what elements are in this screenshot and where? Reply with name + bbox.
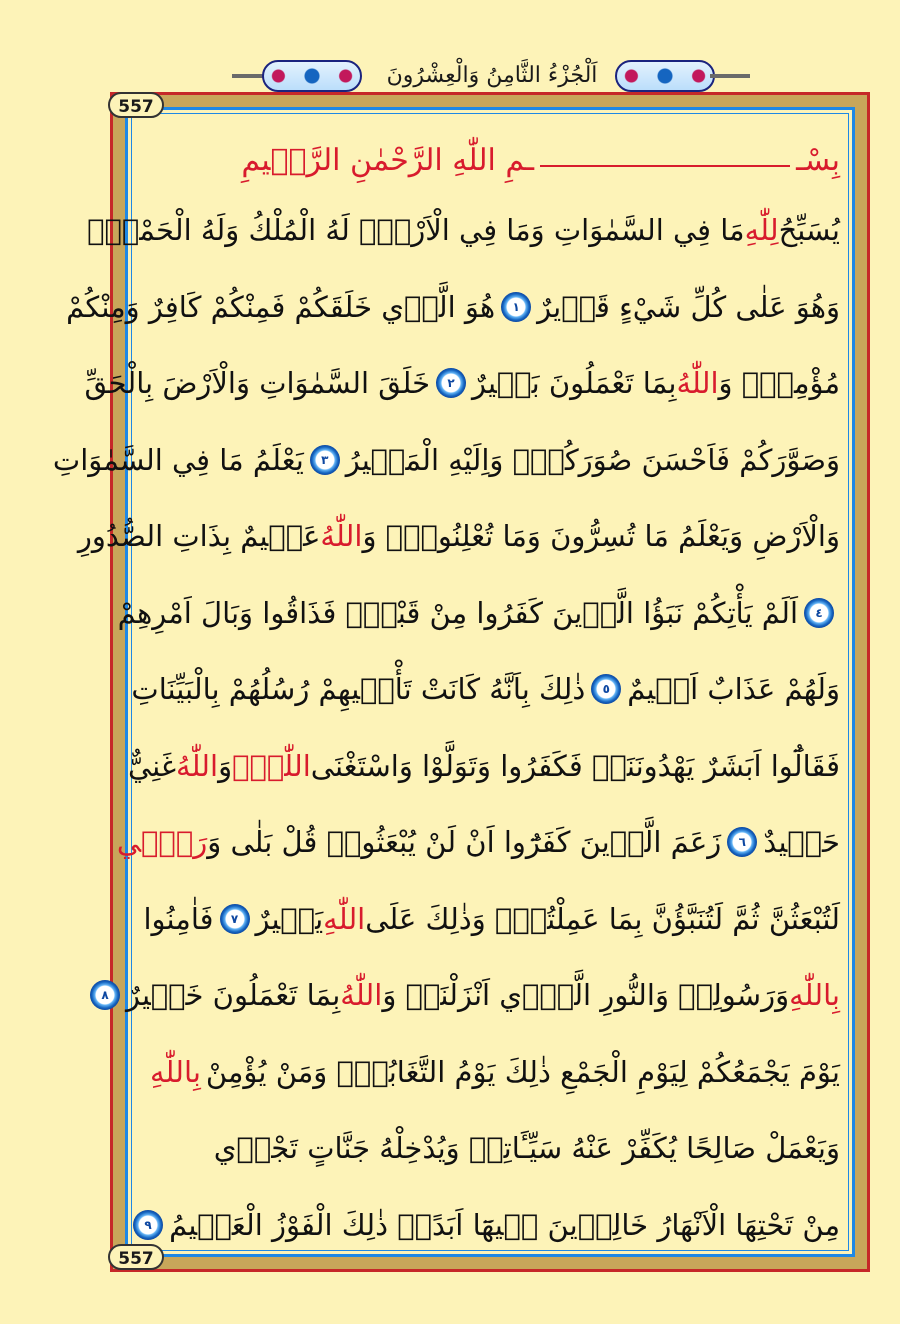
verse-text: يُسَبِّحُ: [778, 213, 840, 247]
page-number-bottom: 557: [108, 1244, 164, 1270]
verse-text: مِنْ تَحْتِهَا الْاَنْهَارُ خَالِد۪ينَ ف۪يهَٓا اَبَدًاۜ ذٰلِكَ الْفَوْزُ الْعَظ۪يمُ: [169, 1207, 840, 1242]
verse-line: [66, 271, 840, 343]
verse-text: وَرَسُولِه۪ وَالنُّورِ الَّذ۪ٓي اَنْزَلْنَاۜ وَ: [382, 978, 790, 1012]
verse-text: مُؤْمِنٌۜ وَ: [718, 366, 840, 400]
verse-text: بِمَا تَعْمَلُونَ بَص۪يرٌ: [472, 366, 677, 400]
page-number-top: 557: [108, 92, 164, 118]
juz-title: اَلْجُزْءُ الثَّامِنُ وَالْعِشْرُونَ: [386, 63, 598, 88]
ayah-number-marker: ٧: [220, 904, 250, 934]
divine-name-text: بِاللّٰهِ: [789, 978, 840, 1012]
verse-text: يَس۪يرٌ: [255, 901, 324, 936]
basmala-part-2: ـمِ اللّٰهِ الرَّحْمٰنِ الرَّح۪يمِ: [241, 142, 535, 178]
basmala-stretch: [540, 165, 790, 167]
verse-text: فَاٰمِنُوا: [143, 901, 214, 936]
verse-line: [131, 653, 840, 725]
ayah-number-marker: ٤: [804, 598, 834, 628]
verse-line: [77, 500, 840, 572]
verse-line: [150, 1112, 840, 1184]
divine-name-text: اللّٰهِ: [323, 901, 366, 936]
ayah-number-marker: ١: [501, 292, 531, 322]
verse-text: بِمَا تَعْمَلُونَ خَب۪يرٌ: [125, 978, 341, 1012]
verse-text: حَم۪يدٌ: [763, 825, 840, 859]
divine-name-text: بِاللّٰهِ: [150, 1054, 201, 1089]
verse-text: زَعَمَ الَّذ۪ينَ كَفَرُٓوا اَنْ لَنْ يُبْعَثُواۜ قُلْ بَلٰى وَ: [207, 825, 722, 859]
ayah-number-marker: ٣: [310, 445, 340, 475]
verse-text: هُوَ الَّذ۪ي خَلَقَكُمْ فَمِنْكُمْ كَافِرٌ وَمِنْكُمْ: [66, 289, 496, 324]
quran-text-area: [52, 118, 840, 1258]
header-ornament-right: [615, 60, 715, 92]
divine-name-text: رَبّ۪ي: [116, 825, 208, 859]
verse-line: [84, 347, 840, 419]
divine-name-text: لِلّٰهِ: [744, 213, 779, 247]
verse-line: [143, 883, 840, 955]
verse-text: وَ: [218, 748, 233, 783]
verse-line: [87, 194, 840, 266]
verse-text: ذٰلِكَ بِاَنَّهُ كَانَتْ تَأْت۪يهِمْ رُسُلُهُمْ بِالْبَيِّنَاتِ: [131, 672, 586, 706]
verse-text: اَلَمْ يَأْتِكُمْ نَبَؤُا الَّذ۪ينَ كَفَرُوا مِنْ قَبْلُۘ فَذَاقُوا وَبَالَ اَمْرِهِمْ: [117, 595, 798, 630]
header-rule-right: [710, 74, 750, 78]
verse-line: [101, 959, 840, 1031]
verse-line: [127, 730, 840, 802]
verse-text: خَلَقَ السَّمٰوَاتِ وَالْاَرْضَ بِالْحَقِّ: [84, 366, 431, 400]
ayah-number-marker: ٦: [727, 827, 757, 857]
verse-text: يَعْلَمُ مَا فِي السَّمٰوَاتِ: [52, 442, 304, 477]
verse-text: وَالْاَرْضِ وَيَعْلَمُ مَا تُسِرُّونَ وَمَا تُعْلِنُونَۜ وَ: [362, 519, 840, 553]
divine-name-text: اللّٰهُ: [340, 978, 383, 1012]
ayah-number-marker: ٩: [133, 1210, 163, 1240]
divine-name-text: اللّٰهُ: [676, 366, 719, 400]
ayah-number-marker: ٥: [591, 674, 621, 704]
header-ornament-left: [262, 60, 362, 92]
ayah-number-marker: ٨: [90, 980, 120, 1010]
verse-line: [144, 1189, 840, 1261]
verse-text: وَهُوَ عَلٰى كُلِّ شَيْءٍ قَد۪يرٌ: [537, 289, 840, 324]
verse-text: وَصَوَّرَكُمْ فَاَحْسَنَ صُوَرَكُمْۚ وَاِلَيْهِ الْمَص۪يرُ: [345, 442, 840, 477]
verse-line: [52, 424, 840, 496]
ayah-number-marker: ٢: [436, 368, 466, 398]
basmala-part-1: بِسْـ: [796, 142, 840, 178]
verse-line: [116, 806, 840, 878]
divine-name-text: اللّٰهُ: [320, 519, 363, 553]
verse-line: [117, 577, 840, 649]
verse-text: وَلَهُمْ عَذَابٌ اَل۪يمٌ: [627, 672, 840, 706]
divine-name-text: اللّٰهُ: [176, 748, 219, 783]
verse-text: وَيَعْمَلْ صَالِحًا يُكَفِّرْ عَنْهُ سَيِّـَٔاتِه۪ وَيُدْخِلْهُ جَنَّاتٍ تَجْر۪ي: [213, 1131, 840, 1165]
verse-text: غَنِيٌّ: [127, 748, 177, 783]
verse-text: عَل۪يمٌ بِذَاتِ الصُّدُورِ: [77, 519, 321, 553]
verse-text: يَوْمَ يَجْمَعُكُمْ لِيَوْمِ الْجَمْعِ ذٰلِكَ يَوْمُ التَّغَابُنِۜ وَمَنْ يُؤْمِنْ: [205, 1054, 840, 1089]
verse-text: مَا فِي السَّمٰوَاتِ وَمَا فِي الْاَرْضِۚ لَهُ الْمُلْكُ وَلَهُ الْحَمْدُۘ: [87, 213, 745, 247]
verse-line: [150, 1036, 840, 1108]
basmala-line: [150, 124, 840, 196]
divine-name-text: اللّٰهُۜ: [232, 748, 311, 783]
verse-text: لَتُبْعَثُنَّ ثُمَّ لَتُنَبَّؤُنَّ بِمَا عَمِلْتُمْۜ وَذٰلِكَ عَلَى: [365, 901, 840, 936]
verse-text: فَقَالُٓوا اَبَشَرٌ يَهْدُونَنَاۘ فَكَفَرُوا وَتَوَلَّوْا وَاسْتَغْنَى: [310, 748, 840, 783]
